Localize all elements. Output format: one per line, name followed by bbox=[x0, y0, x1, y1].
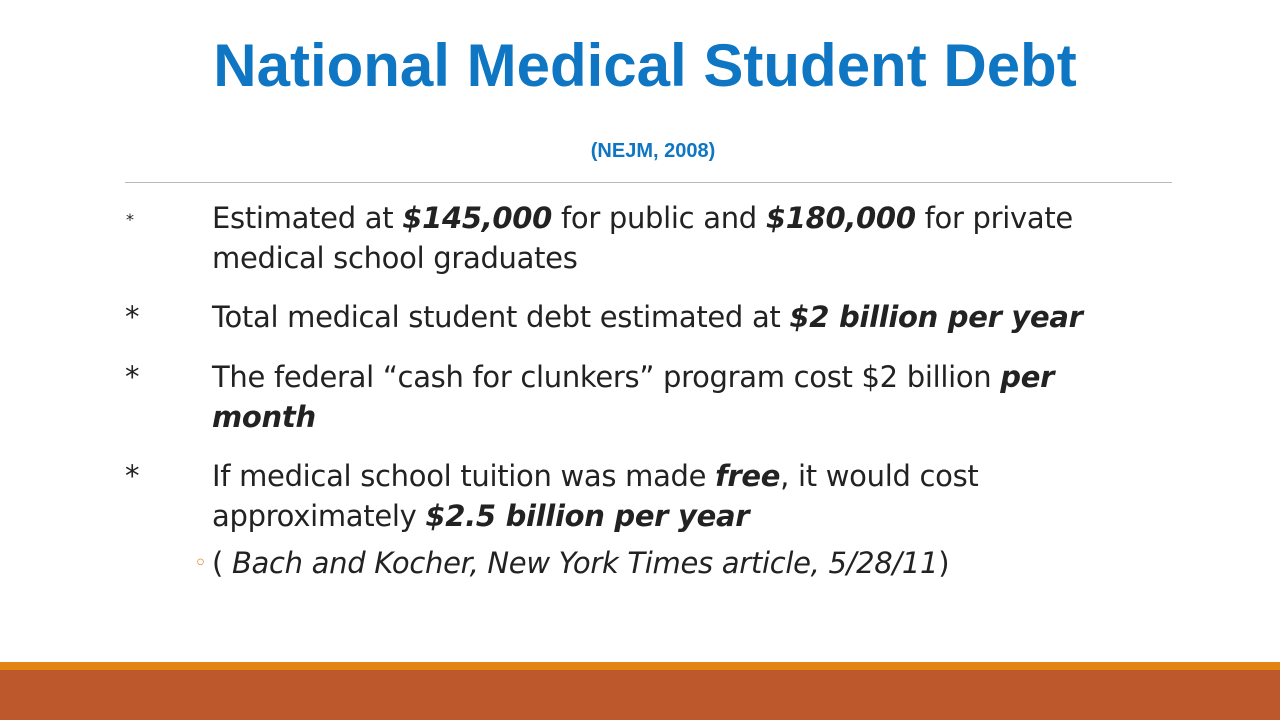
text-run: ( bbox=[212, 546, 232, 580]
text-run: $145,000 bbox=[402, 201, 553, 235]
text-run: Bach and Kocher, New York Times article, 5/28/11 bbox=[231, 546, 939, 580]
bullet-marker: * bbox=[125, 459, 140, 493]
text-run: If medical school tuition was made bbox=[212, 459, 716, 493]
text-run: , it would cost approximately bbox=[212, 459, 979, 533]
slide-subtitle: (NEJM, 2008) bbox=[590, 140, 716, 162]
text-run: free bbox=[715, 459, 781, 493]
citation-text bbox=[212, 543, 1112, 583]
bullet-text bbox=[212, 297, 1112, 337]
text-run: Estimated at bbox=[212, 201, 403, 235]
footer-band bbox=[0, 670, 1280, 720]
text-run: ) bbox=[938, 546, 950, 580]
bullet-text bbox=[212, 198, 1112, 278]
bullet-text bbox=[212, 456, 1112, 536]
bullet-marker: * bbox=[125, 300, 140, 334]
text-run: for public and bbox=[552, 201, 766, 235]
text-run: per month bbox=[212, 360, 1055, 434]
text-run: for private medical school graduates bbox=[212, 201, 1073, 275]
text-run: $2 billion per year bbox=[789, 300, 1083, 334]
bullet-text bbox=[212, 357, 1112, 437]
bullet-marker: * bbox=[125, 360, 140, 394]
text-run: $180,000 bbox=[765, 201, 916, 235]
footer-accent-stripe bbox=[0, 662, 1280, 670]
sub-bullet-marker: ◦ bbox=[194, 551, 207, 576]
slide-title: National Medical Student Debt bbox=[213, 32, 1077, 99]
text-run: Total medical student debt estimated at bbox=[212, 300, 790, 334]
text-run: The federal “cash for clunkers” program cost $2 billion bbox=[212, 360, 1001, 394]
text-run: $2.5 billion per year bbox=[425, 499, 750, 533]
bullet-marker: * bbox=[126, 210, 134, 229]
